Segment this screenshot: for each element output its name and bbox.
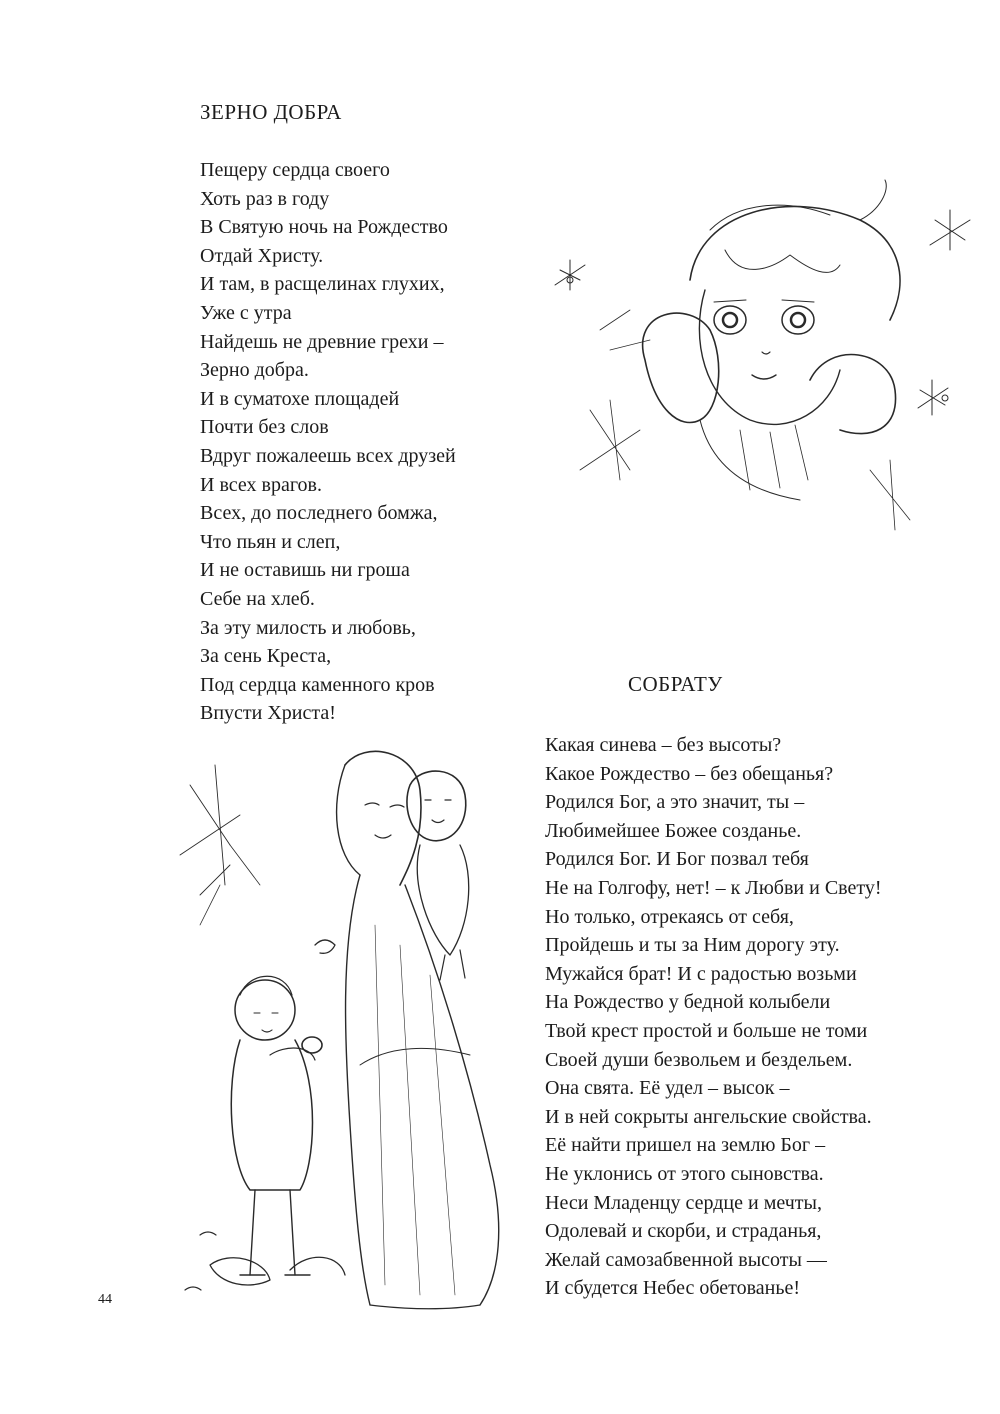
poem-sobratu-line: Какое Рождество – без обещанья? [545, 762, 834, 785]
page-number: 44 [98, 1292, 112, 1307]
poem-zerno-dobra-line: Всех, до последнего бомжа, [200, 502, 438, 525]
poem-zerno-dobra-line: Отдай Христу. [200, 244, 324, 267]
poem-zerno-dobra-line: И там, в расщелинах глухих, [200, 273, 445, 296]
poem-zerno-dobra-line: Хоть раз в году [200, 187, 330, 210]
poem-sobratu-line: Родился Бог, а это значит, ты – [545, 791, 805, 814]
poem-sobratu-line: Не уклонись от этого сыновства. [545, 1162, 824, 1185]
poem-zerno-dobra-line: В Святую ночь на Рождество [200, 216, 448, 239]
poem-zerno-dobra-line: Впусти Христа! [200, 702, 336, 725]
poem-body-zerno-dobra [200, 156, 456, 728]
poem-sobratu-line: Своей души безвольем и бездельем. [545, 1048, 853, 1071]
poem-zerno-dobra-line: И всех врагов. [200, 473, 322, 496]
poem-zerno-dobra-line: Зерно добра. [200, 359, 309, 382]
poem-zerno-dobra-line: И в суматохе площадей [200, 387, 400, 410]
poem-zerno-dobra-line: Почти без слов [200, 416, 329, 439]
poem-sobratu-line: И сбудется Небес обетованье! [545, 1277, 800, 1300]
poem-sobratu-line: Какая синева – без высоты? [545, 734, 782, 756]
poem-zerno-dobra-line: Себе на хлеб. [200, 587, 315, 610]
illustration-mother-and-children [170, 745, 530, 1315]
poem-zerno-dobra-line: Уже с утра [200, 301, 292, 324]
poem-sobratu-line: Неси Младенцу сердце и мечты, [545, 1191, 822, 1214]
poem-zerno-dobra-line: И не оставишь ни гроша [200, 559, 410, 582]
poem-sobratu-line: Родился Бог. И Бог позвал тебя [545, 848, 809, 871]
poem-sobratu-line: Желай самозабвенной высоты — [545, 1248, 827, 1271]
poem-zerno-dobra-line: Вдруг пожалеешь всех друзей [200, 444, 456, 467]
poem-sobratu-line: Твой крест простой и больше не томи [545, 1019, 868, 1042]
poem-sobratu-line: И в ней сокрыты ангельские свойства. [545, 1105, 872, 1128]
poem-zerno-dobra-line: Что пьян и слеп, [200, 530, 341, 553]
poem-sobratu-line: Мужайся брат! И с радостью возьми [545, 962, 857, 985]
poem-title-zerno-dobra: ЗЕРНО ДОБРА [200, 100, 342, 124]
poem-zerno-dobra-line: За сень Креста, [200, 645, 332, 668]
poem-sobratu-line: Она свята. Её удел – высок – [545, 1077, 790, 1100]
poem-sobratu-line: Но только, отрекаясь от себя, [545, 905, 794, 928]
poem-sobratu-line: На Рождество у бедной колыбели [545, 991, 831, 1014]
poem-sobratu-line: Любимейшее Божее созданье. [545, 819, 802, 842]
poem-sobratu-line: Её найти пришел на землю Бог – [545, 1134, 826, 1157]
poem-zerno-dobra-line: Под сердца каменного кров [200, 673, 435, 696]
poem-sobratu-line: Не на Голгофу, нет! – к Любви и Свету! [545, 876, 882, 899]
poem-zerno-dobra-line: За эту милость и любовь, [200, 616, 416, 639]
poem-zerno-dobra-line: Пещеру сердца своего [200, 159, 390, 181]
poem-zerno-dobra-line: Найдешь не древние грехи – [200, 330, 444, 353]
illustration-girl-in-hood [540, 170, 990, 540]
poem-sobratu-line: Пройдешь и ты за Ним дорогу эту. [545, 934, 840, 957]
girl-sketch-drawing [540, 170, 990, 540]
poem-body-sobratu [545, 731, 882, 1303]
poem-title-sobratu: СОБРАТУ [628, 672, 723, 696]
poem-sobratu-line: Одолевай и скорби, и страданья, [545, 1220, 822, 1243]
mother-children-sketch-drawing [170, 745, 530, 1315]
